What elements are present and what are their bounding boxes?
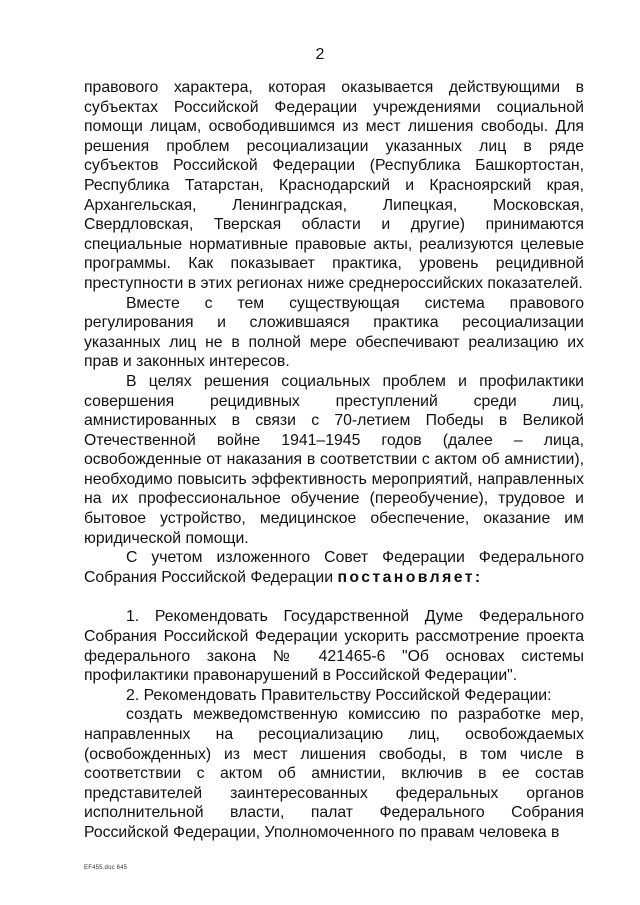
resolution-intro [84, 548, 584, 587]
item-1: 1. Рекомендовать Государственной Думе Федерального Собрания Российской Федерации ускорить рассмотрение проекта федерального закона № 421465-6 "Об основах системы профилактики правонарушений в Российской Федерации". [84, 608, 584, 685]
paragraph-continuation: правового характера, которая оказывается действующими в субъектах Российской Федерации учреждениями социальной помощи лицам, освободившимся из мест лишения свободы. Для решения проблем ресоциализации указанных лиц в ряде субъектов Российской Федерации (Республика Башкортостан, Республика Татарстан, Краснодарский и Красноярский края, Архангельская, Ленинградская, Липецкая, Московская, Свердловская, Тверская области и другие) принимаются специальные нормативные правовые акты, реализуются целевые программы. Как показывает практика, уровень рецидивной преступности в этих регионах ниже среднероссийских показателей. [84, 79, 584, 292]
resolution-intro-text: С учетом изложенного Совет Федерации Федерального Собрания Российской Федерации [84, 549, 584, 586]
paragraph-goals: В целях решения социальных проблем и профилактики совершения рецидивных преступлений среди лиц, амнистированных в связи с 70-летием Победы в Великой Отечественной войне 1941–1945 годов (далее – лица, освобожденные от наказания в соответствии с актом об амнистии), необходимо повысить эффективность мероприятий, направленных на их профессиональное обучение (переобучение), трудовое и бытовое устройство, медицинское обеспечение, оказание им юридической помощи. [84, 372, 584, 547]
document-body [84, 78, 584, 843]
paragraph-current-system: Вместе с тем существующая система правового регулирования и сложившаяся практика ресоциализации указанных лиц не в полной мере обеспечивают реализацию их прав и законных интересов. [84, 294, 584, 371]
page-number: 2 [315, 46, 325, 63]
footer-doc-id: EF455.doc 645 [84, 865, 128, 871]
spacer [84, 587, 584, 607]
item-2-subitem: создать межведомственную комиссию по разработке мер, направленных на ресоциализацию лиц, освобождаемых (освобожденных) из мест лишения свободы, в том числе в соответствии с актом об амнистии, включив в ее состав представителей заинтересованных федеральных органов исполнительной власти, палат Федерального Собрания Российской Федерации, Уполномоченного по правам человека в [84, 706, 584, 841]
item-2: 2. Рекомендовать Правительству Российской Федерации: [126, 686, 552, 704]
resolution-keyword: постановляет: [337, 568, 483, 586]
